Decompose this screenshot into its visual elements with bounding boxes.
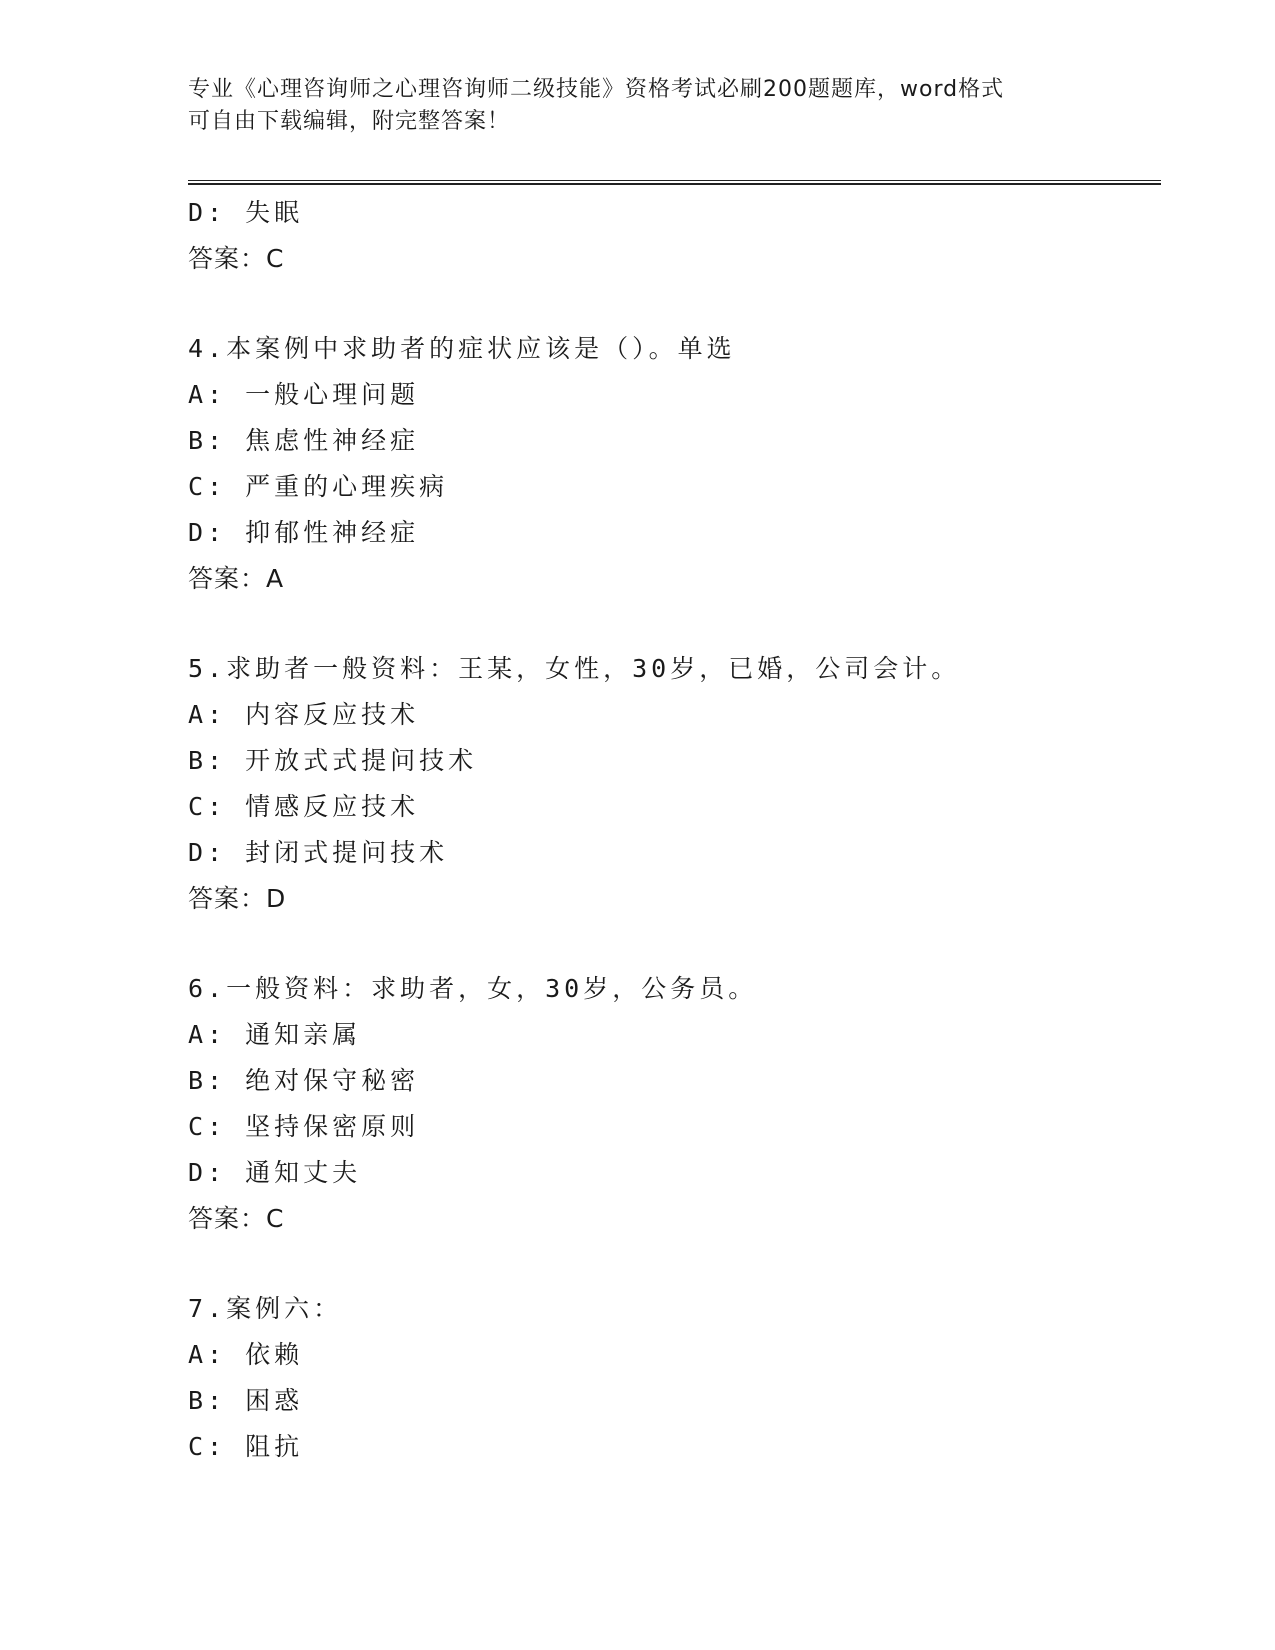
option-label: A: bbox=[188, 1340, 227, 1369]
option-text: 绝对保守秘密 bbox=[245, 1066, 420, 1095]
option-label: A: bbox=[188, 380, 227, 409]
option-c bbox=[188, 1104, 1161, 1150]
option-text: 一般心理问题 bbox=[245, 380, 420, 409]
question-6 bbox=[188, 966, 1161, 1242]
option-label: C: bbox=[188, 1112, 227, 1141]
option-label: B: bbox=[188, 746, 227, 775]
question-stem: 7.案例六： bbox=[188, 1294, 343, 1323]
option-a bbox=[188, 372, 1161, 418]
question-list bbox=[188, 190, 1161, 1470]
option-label: B: bbox=[188, 1386, 227, 1415]
answer-line: 答案：D bbox=[188, 884, 287, 913]
option-a bbox=[188, 1012, 1161, 1058]
option-c bbox=[188, 464, 1161, 510]
question-5 bbox=[188, 646, 1161, 922]
option-text: 坚持保密原则 bbox=[245, 1112, 420, 1141]
answer-line: 答案：A bbox=[188, 564, 285, 593]
option-d bbox=[188, 190, 1161, 236]
option-d bbox=[188, 830, 1161, 876]
option-label: D: bbox=[188, 518, 227, 547]
option-text: 失眠 bbox=[245, 198, 304, 227]
option-label: B: bbox=[188, 1066, 227, 1095]
option-text: 开放式式提问技术 bbox=[245, 746, 478, 775]
option-label: A: bbox=[188, 700, 227, 729]
option-b bbox=[188, 738, 1161, 784]
option-text: 内容反应技术 bbox=[245, 700, 420, 729]
option-text: 阻抗 bbox=[245, 1432, 304, 1461]
option-text: 通知亲属 bbox=[245, 1020, 362, 1049]
header-divider bbox=[188, 180, 1161, 185]
option-label: D: bbox=[188, 1158, 227, 1187]
document-header bbox=[188, 74, 1088, 138]
question-partial bbox=[188, 190, 1161, 282]
option-label: C: bbox=[188, 1432, 227, 1461]
option-text: 通知丈夫 bbox=[245, 1158, 362, 1187]
option-b bbox=[188, 1378, 1161, 1424]
option-text: 严重的心理疾病 bbox=[245, 472, 449, 501]
option-text: 抑郁性神经症 bbox=[245, 518, 420, 547]
option-text: 困惑 bbox=[245, 1386, 304, 1415]
option-a bbox=[188, 692, 1161, 738]
option-b bbox=[188, 1058, 1161, 1104]
answer-line: 答案：C bbox=[188, 244, 285, 273]
option-text: 依赖 bbox=[245, 1340, 304, 1369]
option-c bbox=[188, 784, 1161, 830]
option-label: D: bbox=[188, 198, 227, 227]
option-text: 情感反应技术 bbox=[245, 792, 420, 821]
option-a bbox=[188, 1332, 1161, 1378]
spacer bbox=[188, 1242, 1161, 1286]
option-label: C: bbox=[188, 792, 227, 821]
option-text: 封闭式提问技术 bbox=[245, 838, 449, 867]
option-d bbox=[188, 510, 1161, 556]
spacer bbox=[188, 922, 1161, 966]
option-text: 焦虑性神经症 bbox=[245, 426, 420, 455]
question-stem: 6.一般资料：求助者，女，30岁，公务员。 bbox=[188, 974, 758, 1003]
option-b bbox=[188, 418, 1161, 464]
question-4 bbox=[188, 326, 1161, 602]
option-label: C: bbox=[188, 472, 227, 501]
option-label: A: bbox=[188, 1020, 227, 1049]
question-7 bbox=[188, 1286, 1161, 1470]
question-stem: 4.本案例中求助者的症状应该是（）。单选 bbox=[188, 334, 736, 363]
option-c bbox=[188, 1424, 1161, 1470]
spacer bbox=[188, 602, 1161, 646]
header-line-1: 专业《心理咨询师之心理咨询师二级技能》资格考试必刷200题题库，word格式 bbox=[188, 77, 1005, 102]
option-label: D: bbox=[188, 838, 227, 867]
answer-line: 答案：C bbox=[188, 1204, 285, 1233]
header-line-2: 可自由下载编辑，附完整答案！ bbox=[188, 109, 511, 134]
question-stem: 5.求助者一般资料：王某，女性，30岁，已婚，公司会计。 bbox=[188, 654, 961, 683]
spacer bbox=[188, 282, 1161, 326]
option-label: B: bbox=[188, 426, 227, 455]
option-d bbox=[188, 1150, 1161, 1196]
